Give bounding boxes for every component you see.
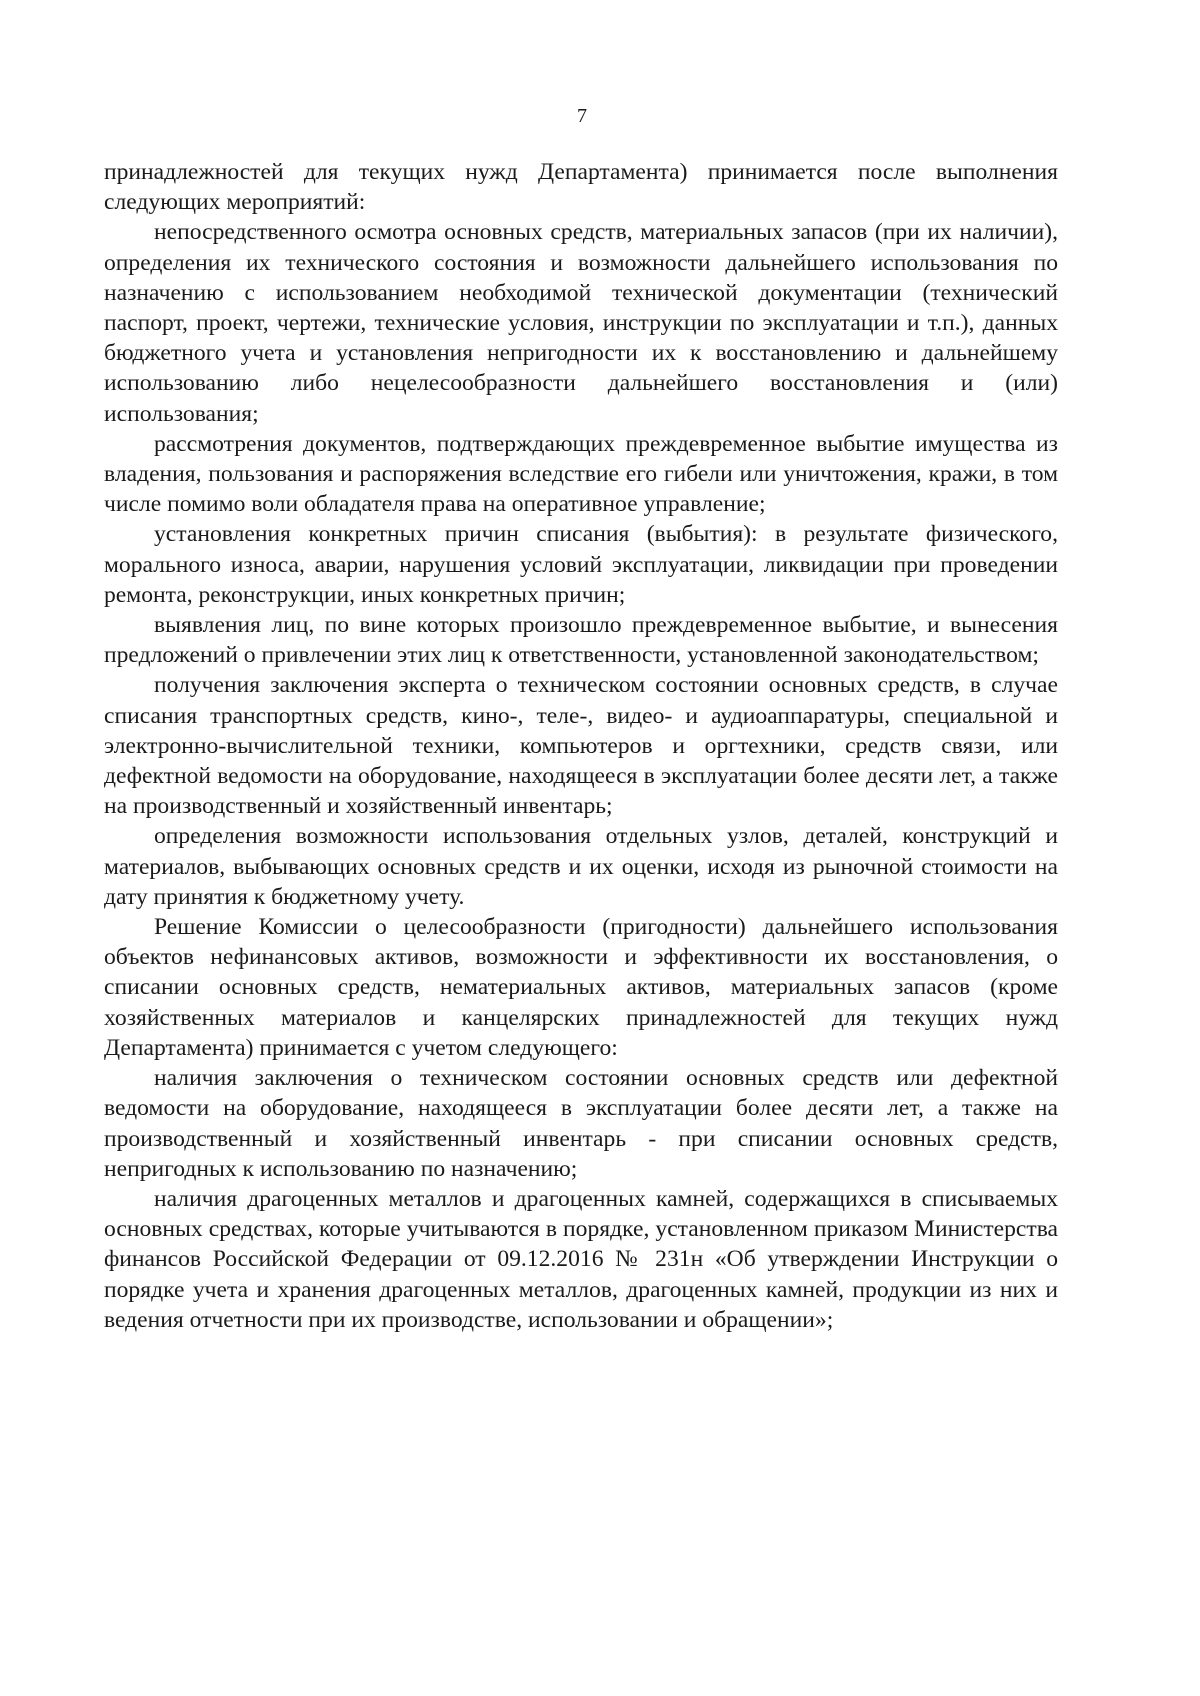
paragraph-precious-metals: наличия драгоценных металлов и драгоценных камней, содержащихся в списываемых основных средствах, которые учитываются в порядке, установленном приказом Министерства финансов Российской Федерации от 09.12.2016 № 231н «Об утверждении Инструкции о порядке учета и хранения драгоценных металлов, драгоценных камней, продукции из них и ведения отчетности при их производстве, использовании и обращении»; [104,1185,1058,1333]
paragraph-responsible-persons: выявления лиц, по вине которых произошло преждевременное выбытие, и вынесения предложений о привлечении этих лиц к ответственности, установленной законодательством; [104,612,1058,669]
paragraph-technical-conclusion: наличия заключения о техническом состоянии основных средств или дефектной ведомости на оборудование, находящееся в эксплуатации более десяти лет, а также на производственный и хозяйственный инвентарь - при списании основных средств, непригодных к использованию по назначению; [104,1065,1058,1182]
paragraph-commission-decision: Решение Комиссии о целесообразности (пригодности) дальнейшего использования объектов нефинансовых активов, возможности и эффективности их восстановления, о списании основных средств, нематериальных активов, материальных запасов (кроме хозяйственных материалов и канцелярских принадлежностей для текущих нужд Департамента) принимается с учетом следующего: [104,914,1058,1061]
paragraph-inspection: непосредственного осмотра основных средств, материальных запасов (при их наличии), определения их технического состояния и возможности дальнейшего использования по назначению с использованием необходимой технической документации (технический паспорт, проект, чертежи, технические условия, инструкции по эксплуатации и т.п.), данных бюджетного учета и установления непригодности их к восстановлению и дальнейшему использованию либо нецелесообразности дальнейшего восстановления и (или) использования; [104,219,1058,427]
paragraph-write-off-reasons: установления конкретных причин списания (выбытия): в результате физического, морального износа, аварии, нарушения условий эксплуатации, ликвидации при проведении ремонта, реконструкции, иных конкретных причин; [104,521,1058,608]
document-body [104,157,1058,1335]
paragraph-expert-conclusion: получения заключения эксперта о техническом состоянии основных средств, в случае списания транспортных средств, кино-, теле-, видео- и аудиоаппаратуры, специальной и электронно-вычислительной техники, компьютеров и оргтехники, средств связи, или дефектной ведомости на оборудование, находящееся в эксплуатации более десяти лет, а также на производственный и хозяйственный инвентарь; [104,672,1058,820]
paragraph-continuation: принадлежностей для текущих нужд Департамента) принимается после выполнения следующих мероприятий: [104,159,1058,216]
paragraph-documents-review: рассмотрения документов, подтверждающих преждевременное выбытие имущества из владения, пользования и распоряжения вследствие его гибели или уничтожения, кражи, в том числе помимо воли обладателя права на оперативное управление; [104,430,1058,518]
page-number: 7 [577,105,587,127]
paragraph-parts-usage: определения возможности использования отдельных узлов, деталей, конструкций и материалов, выбывающих основных средств и их оценки, исходя из рыночной стоимости на дату принятия к бюджетному учету. [104,823,1058,910]
